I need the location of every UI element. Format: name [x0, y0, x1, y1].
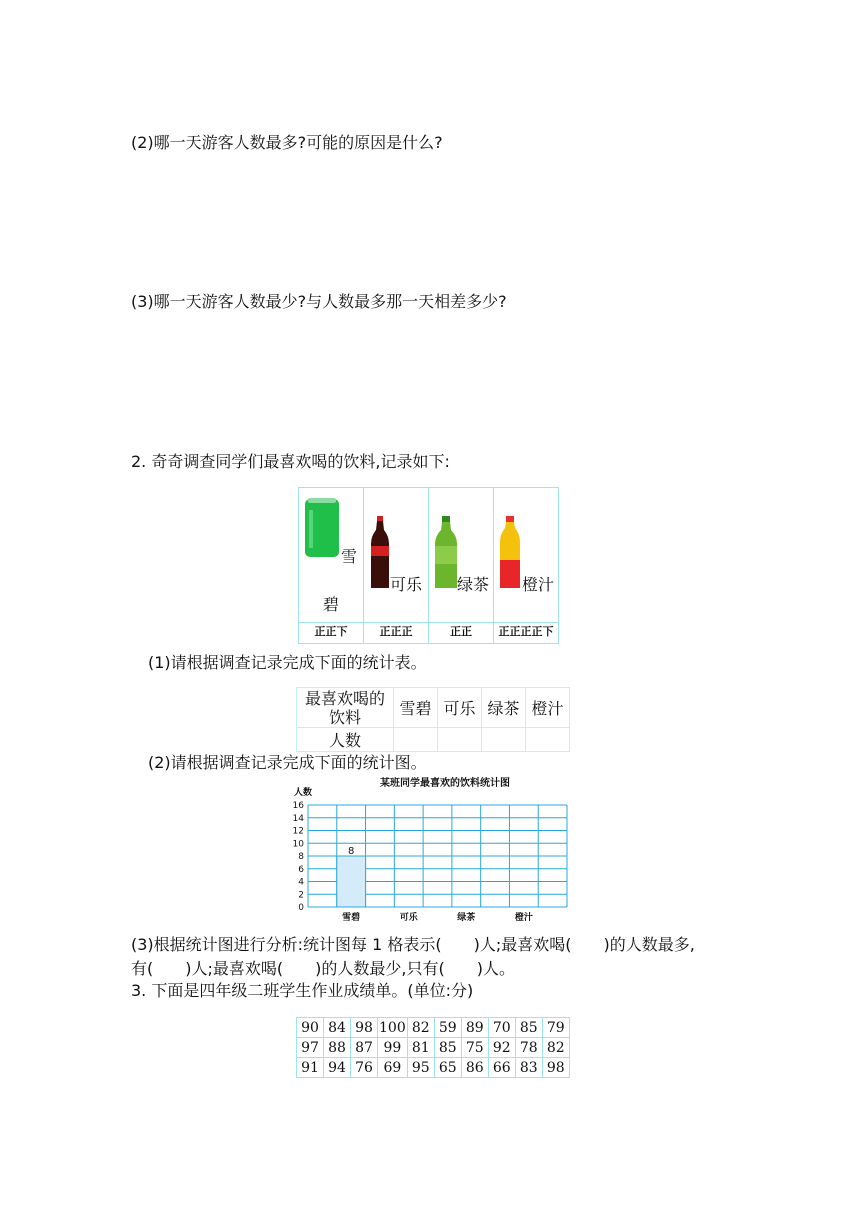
sub3-text: )人;最喜欢喝( [185, 959, 284, 978]
problem-2-title: 2. 奇奇调查同学们最喜欢喝的饮料,记录如下: [131, 452, 450, 471]
drink-cell-orange [494, 488, 559, 623]
chart-ylabel: 人数 [294, 788, 313, 798]
score-cell: 100 [379, 1019, 406, 1036]
drink-label: 橙汁 [522, 575, 555, 594]
table-blank-cell [438, 728, 482, 752]
score-cell: 98 [351, 1018, 378, 1038]
table-column-header: 雪碧 [394, 688, 438, 728]
score-cell: 98 [542, 1058, 569, 1078]
score-cell: 66 [488, 1058, 515, 1078]
orange-juice-bottle-icon [498, 516, 522, 590]
chart-xticks [342, 911, 533, 923]
score-cell: 76 [351, 1058, 378, 1078]
drink-bar-chart [286, 773, 576, 925]
question-3-text: (3)哪一天游客人数最少?与人数最多那一天相差多少? [131, 292, 507, 311]
drink-cell-cola [364, 488, 429, 623]
question-2-text: (2)哪一天游客人数最多?可能的原因是什么? [131, 133, 443, 152]
score-cell: 88 [324, 1038, 351, 1058]
problem-3-title: 3. 下面是四年级二班学生作业成绩单。(单位:分) [131, 981, 474, 1000]
y-tick-label: 12 [292, 826, 304, 837]
y-tick-label: 10 [292, 839, 304, 850]
drink-label-bottom: 碧 [323, 595, 340, 614]
table-row [297, 1058, 570, 1078]
tally-cola: 正正正 [364, 623, 429, 644]
sub-question-3-line-2 [131, 956, 515, 979]
score-cell: 59 [434, 1018, 461, 1038]
score-cell: 82 [407, 1018, 434, 1038]
score-cell: 97 [297, 1038, 324, 1058]
score-cell: 87 [351, 1038, 378, 1058]
drink-label: 可乐 [390, 575, 423, 594]
x-tick-label: 雪碧 [342, 913, 361, 923]
table-header-cell: 最喜欢喝的饮料 [297, 688, 394, 728]
score-cell: 81 [407, 1038, 434, 1058]
sub3-text: 有( [131, 959, 154, 978]
table-column-header: 可乐 [438, 688, 482, 728]
score-cell: 92 [488, 1038, 515, 1058]
table-row [297, 1018, 570, 1038]
sub3-text: )的人数最少,只有( [315, 959, 445, 978]
score-cell: 99 [378, 1038, 408, 1058]
tally-orange: 正正正正下 [494, 623, 559, 644]
chart-bar [337, 856, 366, 907]
sub3-text: (3)根据统计图进行分析:统计图每 1 格表示( [131, 935, 442, 954]
chart-yticks [293, 801, 305, 913]
table-blank-cell [526, 728, 570, 752]
drink-survey-record [298, 487, 559, 644]
drink-cell-sprite [299, 488, 364, 623]
score-cell: 85 [434, 1038, 461, 1058]
chart-title: 某班同学最喜欢的饮料统计图 [380, 778, 510, 789]
sub3-text: )人;最喜欢喝( [473, 935, 572, 954]
chart-bars [337, 846, 366, 907]
table-column-header: 橙汁 [526, 688, 570, 728]
score-cell: 65 [434, 1058, 461, 1078]
sub-question-3-line-1 [131, 932, 695, 955]
score-cell: 86 [461, 1058, 488, 1078]
score-cell: 95 [407, 1058, 434, 1078]
score-cell: 82 [542, 1038, 569, 1058]
statistics-table [296, 687, 570, 752]
y-tick-label: 0 [298, 903, 304, 913]
sprite-can-icon [304, 498, 340, 558]
score-cell: 75 [461, 1038, 488, 1058]
scores-table [296, 1017, 570, 1078]
score-cell: 83 [515, 1058, 542, 1078]
drink-label: 绿茶 [457, 575, 490, 594]
x-tick-label: 绿茶 [457, 913, 476, 923]
y-tick-label: 6 [298, 864, 304, 875]
score-cell: 69 [378, 1058, 408, 1078]
y-tick-label: 8 [298, 852, 304, 862]
sub3-text: )的人数最多, [603, 935, 695, 954]
y-tick-label: 16 [292, 801, 304, 811]
table-row-label: 人数 [297, 728, 394, 752]
sub-question-2: (2)请根据调查记录完成下面的统计图。 [148, 753, 427, 772]
score-cell: 85 [515, 1018, 542, 1038]
score-cell: 90 [297, 1018, 324, 1038]
table-blank-cell [394, 728, 438, 752]
tally-sprite: 正正下 [299, 623, 364, 644]
score-cell: 94 [324, 1058, 351, 1078]
table-column-header: 绿茶 [482, 688, 526, 728]
sub-question-1: (1)请根据调查记录完成下面的统计表。 [148, 653, 427, 672]
cola-bottle-icon [369, 516, 391, 590]
tally-greentea: 正正 [429, 623, 494, 644]
drink-cell-greentea [429, 488, 494, 623]
greentea-bottle-icon [433, 516, 459, 590]
x-tick-label: 可乐 [399, 913, 418, 923]
score-cell: 89 [461, 1018, 488, 1038]
y-tick-label: 4 [298, 877, 304, 888]
table-blank-cell [482, 728, 526, 752]
y-tick-label: 2 [298, 890, 304, 901]
score-cell: 91 [297, 1058, 324, 1078]
table-row [297, 1038, 570, 1058]
sub3-text: )人。 [476, 959, 515, 978]
y-tick-label: 14 [292, 813, 304, 824]
x-tick-label: 橙汁 [514, 913, 533, 923]
score-cell: 70 [488, 1018, 515, 1038]
score-cell: 84 [324, 1018, 351, 1038]
drink-label-top: 雪 [341, 547, 358, 566]
score-cell: 78 [515, 1038, 542, 1058]
bar-data-label: 8 [347, 846, 355, 857]
score-cell: 79 [542, 1018, 569, 1038]
